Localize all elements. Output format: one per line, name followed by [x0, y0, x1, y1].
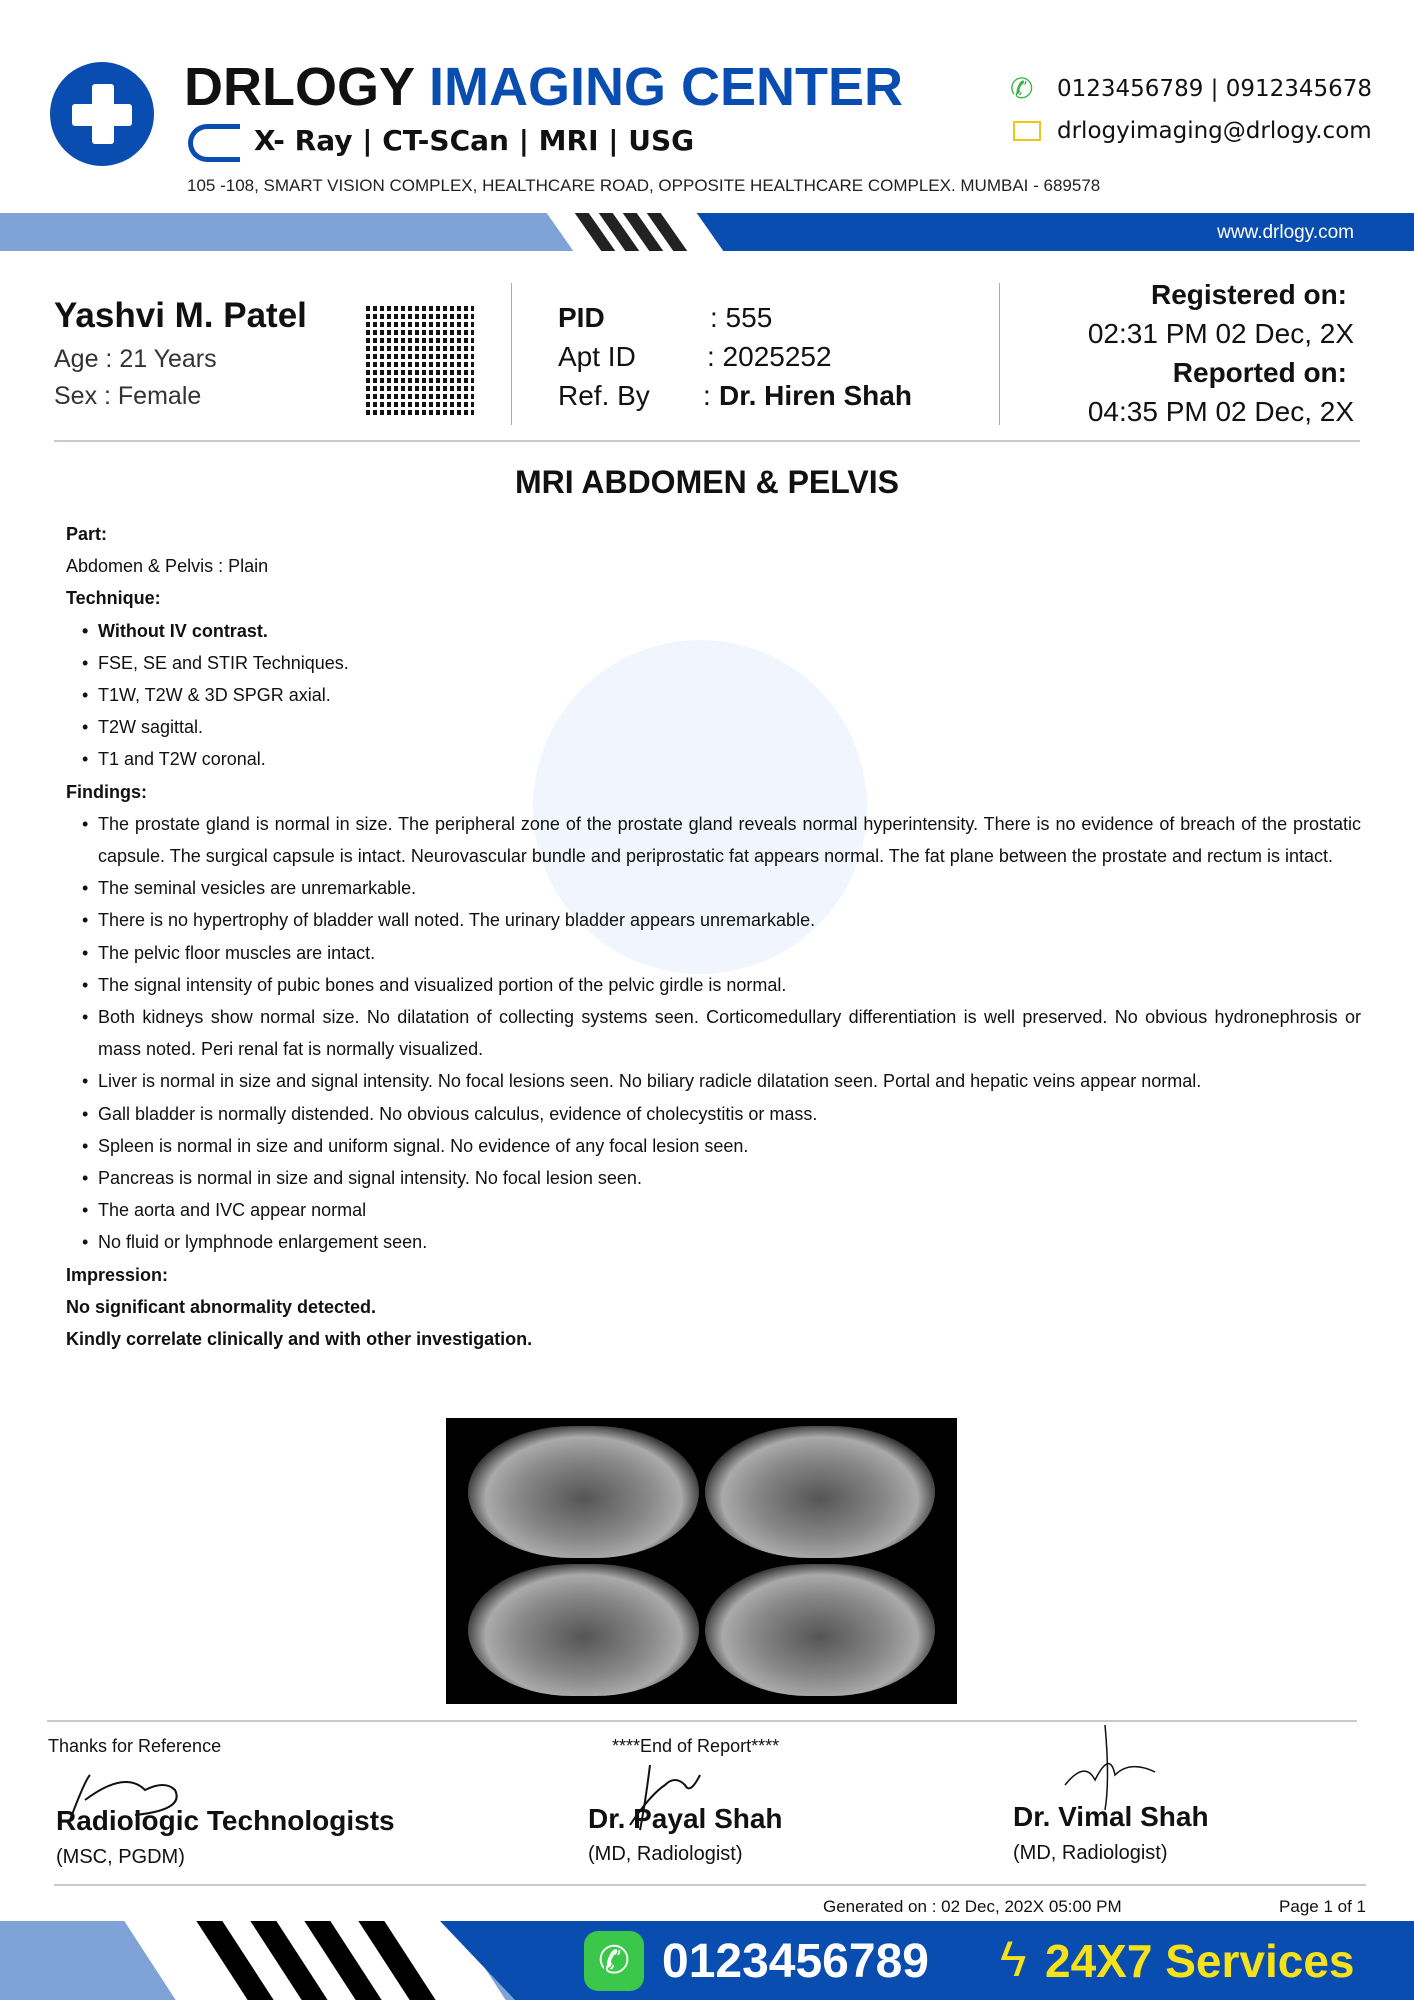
- website-link[interactable]: www.drlogy.com: [1217, 222, 1354, 243]
- mri-slice: [468, 1564, 699, 1696]
- list-item: • The seminal vesicles are unremarkable.: [82, 872, 1361, 904]
- list-item: • No fluid or lymphnode enlargement seen.: [82, 1226, 1361, 1258]
- report-title: MRI ABDOMEN & PELVIS: [514, 464, 899, 500]
- ref-value: Dr. Hiren Shah: [719, 380, 912, 411]
- brand-blue: IMAGING CENTER: [429, 57, 904, 117]
- email: drlogyimaging@drlogy.com: [1057, 118, 1372, 144]
- list-item: • Pancreas is normal in size and signal intensity. No focal lesion seen.: [82, 1162, 1361, 1194]
- list-item: • The pelvic floor muscles are intact.: [82, 937, 1361, 969]
- part-value: Abdomen & Pelvis : Plain: [66, 556, 269, 577]
- signer-name: Radiologic Technologists: [56, 1805, 395, 1836]
- list-item: • The prostate gland is normal in size. The peripheral zone of the prostate gland reveals normal hyperintensity. There is no evidence of breach of the prostatic capsule. The surgical capsule is intact. Neurovascular bundle and periprostatic fat appears normal. The fat plane between the prostate and rectum is intact.: [82, 808, 1361, 872]
- signer-name: Dr. Vimal Shah: [1013, 1801, 1209, 1832]
- technique-label: Technique:: [66, 588, 161, 609]
- brand-title: [184, 56, 903, 118]
- divider: [999, 283, 1000, 425]
- divider: [511, 283, 512, 425]
- registered-label: Registered on:: [1150, 279, 1347, 310]
- patient-name: Yashvi M. Patel: [54, 296, 307, 335]
- mri-images: [446, 1418, 957, 1704]
- page-number: Page 1 of 1: [1279, 1897, 1366, 1916]
- whatsapp-icon: ✆: [584, 1931, 644, 1991]
- list-item: • Both kidneys show normal size. No dilatation of collecting systems seen. Corticomedullary differentiation is well preserved. No obvious hydronephrosis or mass noted. Peri renal fat is normally visualized.: [82, 1001, 1361, 1065]
- qr-code: [366, 305, 474, 415]
- generated-on: Generated on : 02 Dec, 202X 05:00 PM: [823, 1897, 1122, 1916]
- mri-slice: [705, 1564, 936, 1696]
- signer-qualification: (MD, Radiologist): [1013, 1842, 1168, 1864]
- list-item: • Liver is normal in size and signal intensity. No focal lesions seen. No biliary radicle dilatation seen. Portal and hepatic veins appear normal.: [82, 1065, 1361, 1097]
- footer-services: 24X7 Services: [1045, 1935, 1355, 1987]
- findings-label: Findings:: [66, 781, 147, 802]
- list-item: • The signal intensity of pubic bones and visualized portion of the pelvic girdle is normal.: [82, 969, 1361, 1001]
- pid-label: PID: [558, 302, 605, 333]
- report-body: [66, 518, 1361, 1355]
- mri-slice: [468, 1426, 699, 1558]
- impression-line: No significant abnormality detected.: [66, 1296, 377, 1317]
- address: 105 -108, SMART VISION COMPLEX, HEALTHCARE ROAD, OPPOSITE HEALTHCARE COMPLEX. MUMBAI - 689578: [187, 176, 1101, 195]
- list-item: • T2W sagittal.: [82, 711, 1361, 743]
- reported-label: Reported on:: [1172, 357, 1347, 388]
- signer-name: Dr. Payal Shah: [588, 1803, 783, 1834]
- brand-dark: DRLOGY: [184, 57, 415, 117]
- divider: [54, 1884, 1366, 1886]
- end-of-report: ****End of Report****: [612, 1736, 780, 1756]
- findings-list: [66, 808, 1361, 1259]
- signer-qualification: (MD, Radiologist): [588, 1843, 743, 1865]
- ref-label: Ref. By: [558, 380, 650, 411]
- patient-sex: Sex : Female: [54, 382, 202, 410]
- phone-numbers: 0123456789 | 0912345678: [1057, 76, 1373, 102]
- list-item: • FSE, SE and STIR Techniques.: [82, 647, 1361, 679]
- reported-value: 04:35 PM 02 Dec, 2X: [1087, 396, 1354, 427]
- list-item: • T1 and T2W coronal.: [82, 743, 1361, 775]
- footer-phone[interactable]: 0123456789: [662, 1935, 929, 1988]
- apt-label: Apt ID: [558, 341, 636, 372]
- logo-icon: [50, 62, 154, 166]
- registered-value: 02:31 PM 02 Dec, 2X: [1087, 318, 1354, 349]
- list-item: • There is no hypertrophy of bladder wall noted. The urinary bladder appears unremarkable.: [82, 904, 1361, 936]
- patient-age: Age : 21 Years: [54, 345, 217, 373]
- scanner-icon: [188, 124, 240, 162]
- phone-icon: ✆: [1010, 73, 1034, 104]
- mri-slice: [705, 1426, 936, 1558]
- list-item: • Spleen is normal in size and uniform signal. No evidence of any focal lesion seen.: [82, 1130, 1361, 1162]
- list-item: • T1W, T2W & 3D SPGR axial.: [82, 679, 1361, 711]
- ref-colon: :: [703, 380, 711, 411]
- list-item: • Without IV contrast.: [82, 615, 1361, 647]
- signer-qualification: (MSC, PGDM): [56, 1846, 185, 1868]
- lightning-icon: ϟ: [1000, 1931, 1027, 1987]
- apt-value: : 2025252: [707, 341, 832, 372]
- list-item: • The aorta and IVC appear normal: [82, 1194, 1361, 1226]
- divider: [54, 440, 1360, 442]
- thanks-text: Thanks for Reference: [48, 1736, 222, 1756]
- email-icon: [1013, 121, 1041, 141]
- impression-line: Kindly correlate clinically and with other investigation.: [66, 1329, 533, 1350]
- technique-list: [66, 615, 1361, 776]
- part-label: Part:: [66, 524, 108, 544]
- pid-value: : 555: [710, 302, 773, 333]
- list-item: • Gall bladder is normally distended. No obvious calculus, evidence of cholecystitis or mass.: [82, 1098, 1361, 1130]
- impression-label: Impression:: [66, 1264, 169, 1285]
- services-line: X- Ray | CT-SCan | MRI | USG: [254, 124, 695, 157]
